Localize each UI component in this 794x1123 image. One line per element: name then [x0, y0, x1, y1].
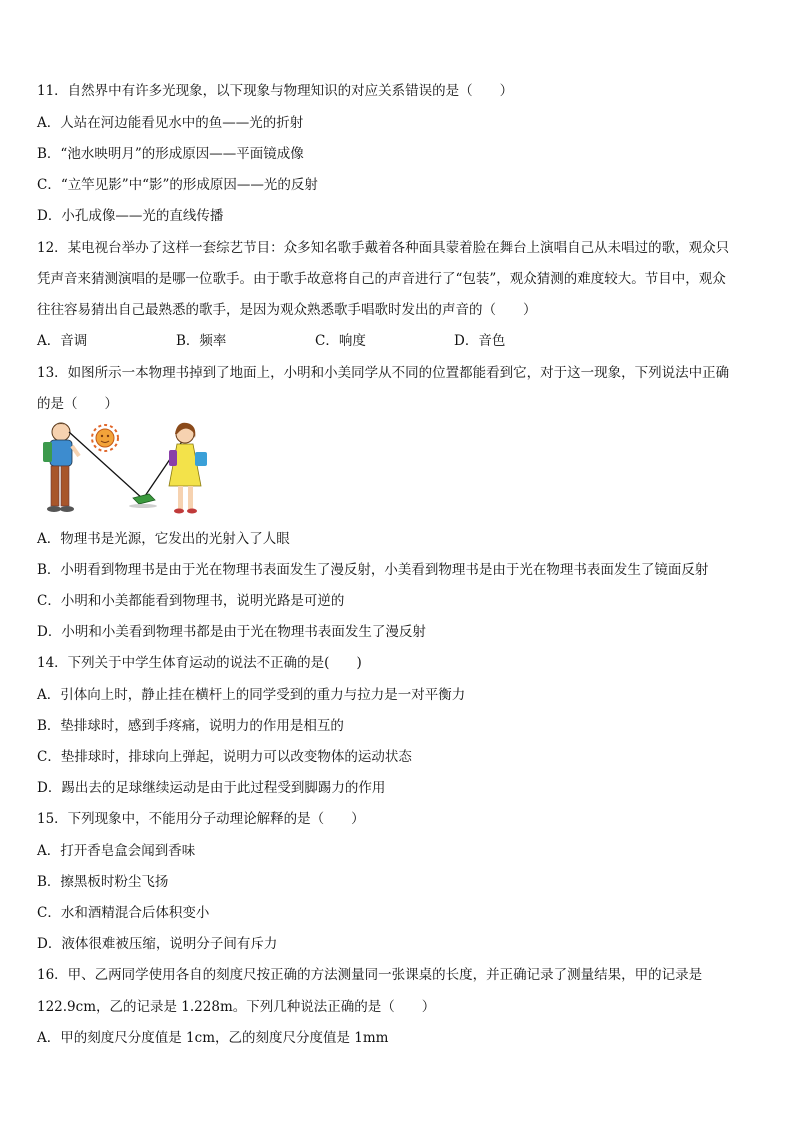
- q12-stem-line3: 往往容易猜出自己最熟悉的歌手，是因为观众熟悉歌手唱歌时发出的声音的（ ）: [37, 302, 537, 318]
- q16-stem-line2: 122.9cm，乙的记录是 1.228m。下列几种说法正确的是（ ）: [37, 999, 436, 1015]
- q14-option-d: D．踢出去的足球继续运动是由于此过程受到脚踢力的作用: [37, 780, 386, 796]
- q13-option-d: D．小明和小美看到物理书都是由于光在物理书表面发生了漫反射: [37, 624, 426, 640]
- q12-stem-line1: 12．某电视台举办了这样一套综艺节目：众多知名歌手戴着各种面具蒙着脸在舞台上演唱自己从未唱过的歌，观众只: [37, 240, 730, 256]
- q12-stem-line2: 凭声音来猜测演唱的是哪一位歌手。由于歌手故意将自己的声音进行了“包装”，观众猜测的难度较大。节目中，观众: [37, 271, 726, 287]
- q15-option-d: D．液体很难被压缩，说明分子间有斥力: [37, 936, 278, 952]
- q13-option-a: A．物理书是光源，它发出的光射入了人眼: [37, 531, 290, 547]
- q11-option-c: C．“立竿见影”中“影”的形成原因——光的反射: [37, 177, 318, 193]
- sun-icon: [92, 425, 118, 451]
- q13-option-b: B．小明看到物理书是由于光在物理书表面发生了漫反射，小美看到物理书是由于光在物理书表面发生了镜面反射: [37, 562, 709, 578]
- q12-option-a: A．音调: [37, 333, 88, 349]
- q14-option-b: B．垫排球时，感到手疼痛，说明力的作用是相互的: [37, 718, 344, 734]
- q11-option-b: B．“池水映明月”的形成原因——平面镜成像: [37, 146, 304, 162]
- q12-option-c: C．响度: [315, 333, 366, 349]
- q13-illustration: [37, 420, 215, 520]
- q12-option-b: B．频率: [176, 333, 227, 349]
- q11-option-a: A．人站在河边能看见水中的鱼——光的折射: [37, 115, 304, 131]
- q14-option-a: A．引体向上时，静止挂在横杆上的同学受到的重力与拉力是一对平衡力: [37, 687, 466, 703]
- q12-option-d: D．音色: [454, 333, 506, 349]
- q14-stem: 14．下列关于中学生体育运动的说法不正确的是( ): [37, 655, 362, 671]
- q15-option-a: A．打开香皂盒会闻到香味: [37, 843, 196, 859]
- q12-options: [37, 332, 593, 350]
- q15-stem: 15．下列现象中，不能用分子动理论解释的是（ ）: [37, 811, 365, 827]
- q15-option-b: B．擦黑板时粉尘飞扬: [37, 874, 169, 890]
- q16-option-a: A．甲的刻度尺分度值是 1cm，乙的刻度尺分度值是 1mm: [37, 1030, 389, 1046]
- q11-stem: 11．自然界中有许多光现象，以下现象与物理知识的对应关系错误的是（ ）: [37, 83, 514, 99]
- q13-stem-line2: 的是（ ）: [37, 396, 118, 412]
- q16-stem-line1: 16．甲、乙两同学使用各自的刻度尺按正确的方法测量同一张课桌的长度，并正确记录了测量结果，甲的记录是: [37, 967, 703, 983]
- q14-option-c: C．垫排球时，排球向上弹起，说明力可以改变物体的运动状态: [37, 749, 412, 765]
- q15-option-c: C．水和酒精混合后体积变小: [37, 905, 210, 921]
- q11-option-d: D．小孔成像——光的直线传播: [37, 208, 224, 224]
- q13-option-c: C．小明和小美都能看到物理书，说明光路是可逆的: [37, 593, 345, 609]
- q13-stem-line1: 13．如图所示一本物理书掉到了地面上，小明和小美同学从不同的位置都能看到它，对于这一现象，下列说法中正确: [37, 365, 730, 381]
- girl-figure: [169, 423, 207, 514]
- book-icon: [129, 494, 157, 508]
